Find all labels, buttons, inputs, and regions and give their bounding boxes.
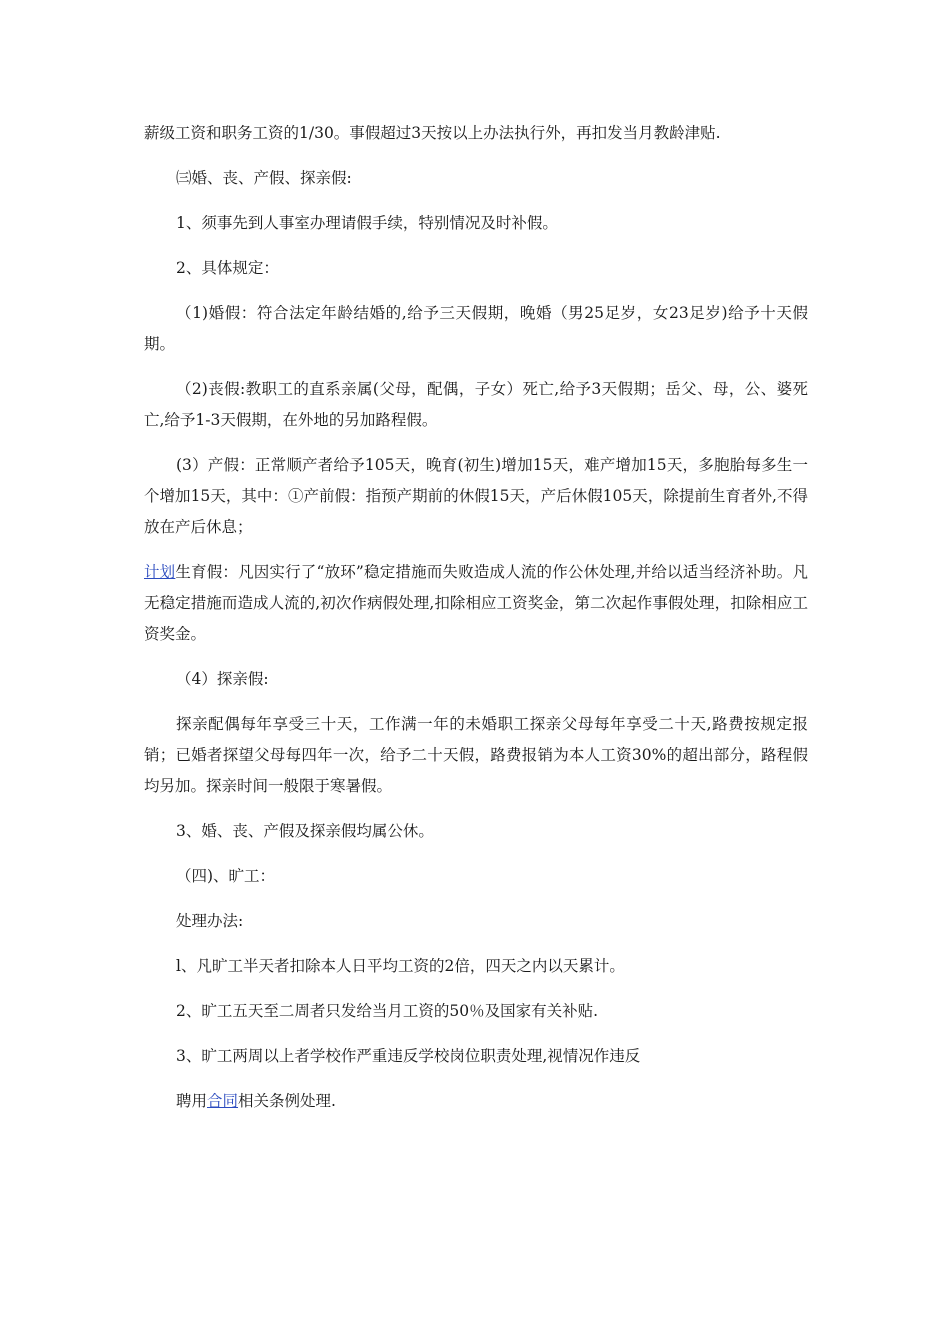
paragraph-procedure: 1、须事先到人事室办理请假手续，特别情况及时补假。	[176, 214, 558, 232]
paragraph-home-visit-leave: 探亲配偶每年享受三十天，工作满一年的未婚职工探亲父母每年享受二十天,路费按规定报销；已婚者探望父母每四年一次，给予二十天假，路费报销为本人工资30%的超出部分，路程假均另加。探亲时间一般限于寒暑假。	[144, 715, 808, 795]
heading-home-visit-leave: （4）探亲假:	[176, 670, 269, 688]
heading-leave-types: ㈢婚、丧、产假、探亲假:	[176, 169, 352, 187]
paragraph-absence-half-day: l、凡旷工半天者扣除本人日平均工资的2倍，四天之内以天累计。	[176, 957, 625, 975]
paragraph-bereavement-leave: （2)丧假:教职工的直系亲属(父母，配偶，子女）死亡,给予3天假期；岳父、母，公、婆死亡,给予1-3天假期，在外地的另加路程假。	[144, 380, 808, 429]
paragraph-absence-two-weeks: 3、旷工两周以上者学校作严重违反学校岗位职责处理,视情况作违反	[176, 1047, 641, 1065]
paragraph-maternity-leave: (3）产假：正常顺产者给予105天，晚育(初生)增加15天，难产增加15天，多胞胎每多生一个增加15天，其中：①产前假：指预产期前的休假15天，产后休假105天，除提前生育者外,不得放在产后休息；	[144, 456, 808, 536]
paragraph-marriage-leave: （1)婚假：符合法定年龄结婚的,给予三天假期，晚婚（男25足岁，女23足岁)给予十天假期。	[144, 304, 808, 353]
contract-prefix: 聘用	[176, 1092, 208, 1110]
heading-handling-methods: 处理办法:	[176, 912, 244, 930]
paragraph-salary-deduction: 薪级工资和职务工资的1/30。事假超过3天按以上办法执行外，再扣发当月教龄津贴.	[144, 124, 721, 142]
contract-suffix: 相关条例处理.	[238, 1092, 336, 1110]
paragraph-contract-rules	[144, 1086, 808, 1117]
document-page	[144, 118, 808, 1131]
paragraph-public-leave: 3、婚、丧、产假及探亲假均属公休。	[176, 822, 434, 840]
heading-specific-rules: 2、具体规定：	[176, 259, 279, 277]
paragraph-absence-five-days: 2、旷工五天至二周者只发给当月工资的50％及国家有关补贴.	[176, 1002, 599, 1020]
paragraph-family-planning-leave	[144, 557, 808, 650]
link-contract[interactable]: 合同	[207, 1092, 239, 1110]
link-plan[interactable]: 计划	[144, 563, 176, 581]
heading-absenteeism: （四)、旷工：	[176, 867, 276, 885]
family-planning-text: 生育假：凡因实行了“放环”稳定措施而失败造成人流的作公休处理,并给以适当经济补助。凡无稳定措施而造成人流的,初次作病假处理,扣除相应工资奖金，第二次起作事假处理，扣除相应工资奖金。	[144, 563, 808, 643]
